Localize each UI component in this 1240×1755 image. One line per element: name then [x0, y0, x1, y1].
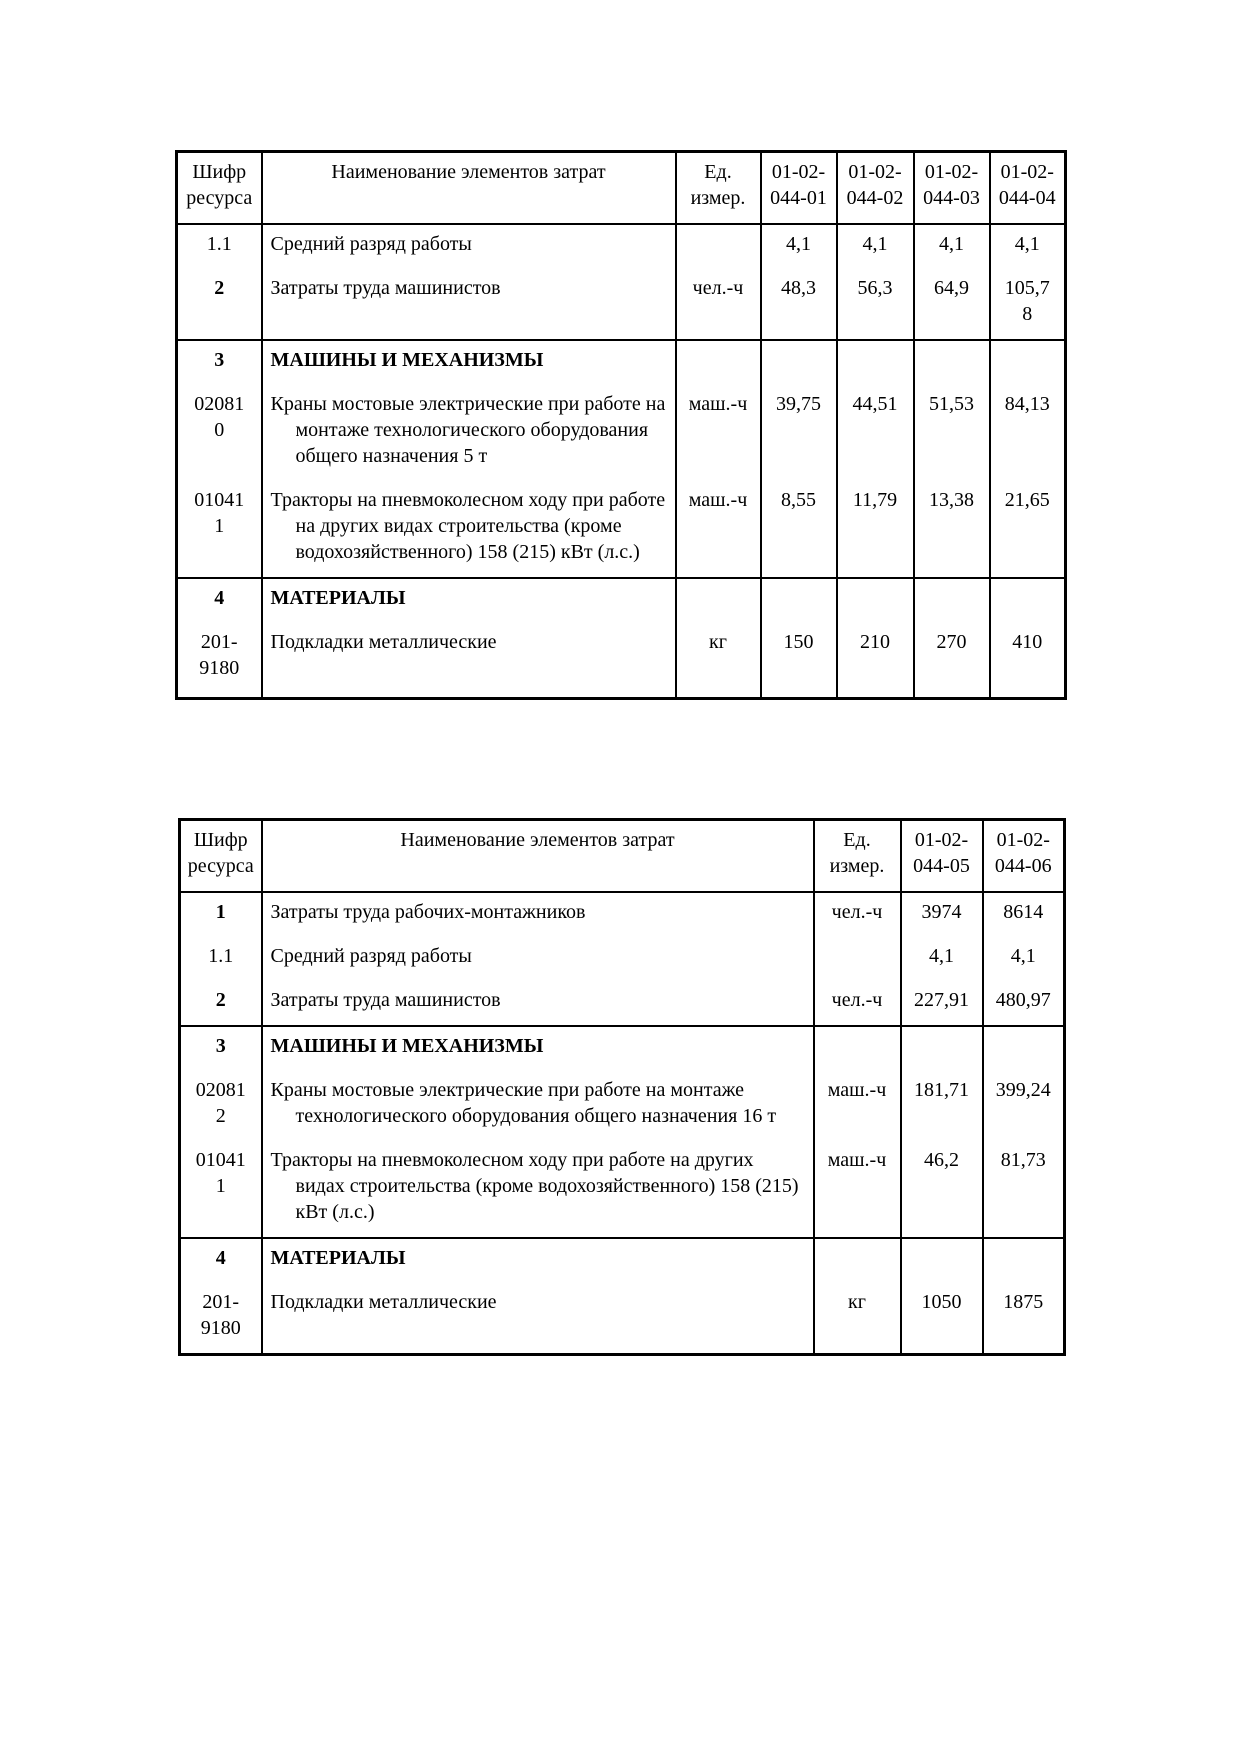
name-text: Средний разряд работы — [270, 945, 472, 967]
value-cell: 21,65 — [990, 481, 1066, 578]
table-row — [177, 269, 1066, 340]
table-row — [177, 481, 1066, 578]
value-cell: 1875 — [983, 1283, 1065, 1355]
header-resource-code: Шифр ресурса — [180, 820, 262, 893]
value-cell: 39,75 — [761, 385, 837, 481]
name-text: МАШИНЫ И МЕХАНИЗМЫ — [270, 349, 544, 371]
code-cell: 1.1 — [177, 224, 262, 269]
table-row — [180, 1141, 1065, 1238]
value-cell: 399,24 — [983, 1071, 1065, 1141]
value-cell — [983, 1238, 1065, 1283]
cost-table-1 — [175, 150, 1067, 700]
unit-cell: маш.-ч — [676, 385, 761, 481]
unit-cell: маш.-ч — [814, 1141, 901, 1238]
name-cell — [262, 481, 676, 578]
header-norm-col: 01-02-044-06 — [983, 820, 1065, 893]
name-text: МАТЕРИАЛЫ — [270, 587, 406, 609]
code-cell: 3 — [177, 340, 262, 385]
value-cell: 181,71 — [901, 1071, 983, 1141]
code-cell: 2 — [177, 269, 262, 340]
code-cell: 020810 — [177, 385, 262, 481]
section-row — [180, 1026, 1065, 1071]
unit-cell: маш.-ч — [676, 481, 761, 578]
value-cell — [761, 340, 837, 385]
value-cell: 8614 — [983, 892, 1065, 937]
value-cell: 410 — [990, 623, 1066, 699]
cost-table-2 — [178, 818, 1066, 1356]
value-cell: 81,73 — [983, 1141, 1065, 1238]
header-unit: Ед. измер. — [814, 820, 901, 893]
section-title — [262, 1238, 814, 1283]
value-cell: 56,3 — [837, 269, 914, 340]
name-cell — [262, 981, 814, 1026]
value-cell — [901, 1026, 983, 1071]
value-cell — [983, 1026, 1065, 1071]
code-cell: 201-9180 — [180, 1283, 262, 1355]
header-norm-col: 01-02-044-05 — [901, 820, 983, 893]
header-norm-col: 01-02-044-02 — [837, 152, 914, 225]
value-cell: 51,53 — [914, 385, 990, 481]
value-cell: 84,13 — [990, 385, 1066, 481]
name-text: Тракторы на пневмоколесном ходу при работе на других видах строительства (кроме водохозяйственного) 158 (215) кВт (л.с.) — [270, 1149, 799, 1223]
code-cell: 4 — [180, 1238, 262, 1283]
value-cell: 270 — [914, 623, 990, 699]
name-cell — [262, 623, 676, 699]
code-cell: 010411 — [177, 481, 262, 578]
table-row — [177, 224, 1066, 269]
code-cell: 2 — [180, 981, 262, 1026]
value-cell — [990, 578, 1066, 623]
unit-cell — [676, 340, 761, 385]
header-resource-code: Шифр ресурса — [177, 152, 262, 225]
unit-cell — [676, 224, 761, 269]
header-cost-element-name: Наименование элементов затрат — [262, 820, 814, 893]
table-row — [180, 1283, 1065, 1355]
value-cell: 3974 — [901, 892, 983, 937]
value-cell: 105,78 — [990, 269, 1066, 340]
name-text: Средний разряд работы — [270, 233, 472, 255]
value-cell: 4,1 — [837, 224, 914, 269]
section-title — [262, 578, 676, 623]
name-text: Затраты труда рабочих-монтажников — [270, 901, 586, 923]
name-cell — [262, 1071, 814, 1141]
name-text: МАТЕРИАЛЫ — [270, 1247, 406, 1269]
value-cell — [914, 578, 990, 623]
section-row — [177, 578, 1066, 623]
unit-cell: маш.-ч — [814, 1071, 901, 1141]
section-row — [180, 1238, 1065, 1283]
unit-cell: чел.-ч — [676, 269, 761, 340]
unit-cell: чел.-ч — [814, 981, 901, 1026]
header-norm-col: 01-02-044-04 — [990, 152, 1066, 225]
value-cell: 4,1 — [983, 937, 1065, 981]
section-title — [262, 340, 676, 385]
unit-cell — [814, 937, 901, 981]
unit-cell: чел.-ч — [814, 892, 901, 937]
code-cell: 1.1 — [180, 937, 262, 981]
value-cell: 13,38 — [914, 481, 990, 578]
value-cell: 44,51 — [837, 385, 914, 481]
code-cell: 4 — [177, 578, 262, 623]
code-cell: 020812 — [180, 1071, 262, 1141]
section-title — [262, 1026, 814, 1071]
name-cell — [262, 937, 814, 981]
name-text: Краны мостовые электрические при работе на монтаже технологического оборудования общего назначения 5 т — [270, 393, 666, 467]
code-cell: 201-9180 — [177, 623, 262, 699]
value-cell: 1050 — [901, 1283, 983, 1355]
value-cell: 46,2 — [901, 1141, 983, 1238]
unit-cell: кг — [676, 623, 761, 699]
value-cell: 4,1 — [990, 224, 1066, 269]
value-cell: 48,3 — [761, 269, 837, 340]
header-cost-element-name: Наименование элементов затрат — [262, 152, 676, 225]
value-cell: 11,79 — [837, 481, 914, 578]
value-cell — [837, 578, 914, 623]
header-norm-col: 01-02-044-01 — [761, 152, 837, 225]
code-cell: 1 — [180, 892, 262, 937]
name-text: МАШИНЫ И МЕХАНИЗМЫ — [270, 1035, 544, 1057]
header-unit: Ед. измер. — [676, 152, 761, 225]
value-cell: 480,97 — [983, 981, 1065, 1026]
name-cell — [262, 224, 676, 269]
unit-cell: кг — [814, 1283, 901, 1355]
name-cell — [262, 892, 814, 937]
unit-cell — [814, 1026, 901, 1071]
table-row — [177, 385, 1066, 481]
value-cell: 4,1 — [901, 937, 983, 981]
table-row — [180, 892, 1065, 937]
value-cell: 210 — [837, 623, 914, 699]
code-cell: 3 — [180, 1026, 262, 1071]
name-text: Затраты труда машинистов — [270, 989, 501, 1011]
table-header-row — [180, 820, 1065, 893]
value-cell — [837, 340, 914, 385]
value-cell — [990, 340, 1066, 385]
name-text: Краны мостовые электрические при работе на монтаже технологического оборудования общего назначения 16 т — [270, 1079, 777, 1127]
value-cell: 4,1 — [914, 224, 990, 269]
value-cell: 4,1 — [761, 224, 837, 269]
unit-cell — [814, 1238, 901, 1283]
value-cell: 150 — [761, 623, 837, 699]
name-cell — [262, 1283, 814, 1355]
table-row — [180, 937, 1065, 981]
code-cell: 010411 — [180, 1141, 262, 1238]
header-norm-col: 01-02-044-03 — [914, 152, 990, 225]
table-row — [177, 623, 1066, 699]
table-row — [180, 1071, 1065, 1141]
name-cell — [262, 269, 676, 340]
table-header-row — [177, 152, 1066, 225]
value-cell — [914, 340, 990, 385]
value-cell: 8,55 — [761, 481, 837, 578]
section-row — [177, 340, 1066, 385]
name-cell — [262, 385, 676, 481]
value-cell — [901, 1238, 983, 1283]
name-text: Затраты труда машинистов — [270, 277, 501, 299]
value-cell: 227,91 — [901, 981, 983, 1026]
value-cell — [761, 578, 837, 623]
value-cell: 64,9 — [914, 269, 990, 340]
unit-cell — [676, 578, 761, 623]
name-text: Тракторы на пневмоколесном ходу при работе на других видах строительства (кроме водохозяйственного) 158 (215) кВт (л.с.) — [270, 489, 666, 563]
name-cell — [262, 1141, 814, 1238]
table-row — [180, 981, 1065, 1026]
name-text: Подкладки металлические — [270, 1291, 497, 1313]
name-text: Подкладки металлические — [270, 631, 497, 653]
